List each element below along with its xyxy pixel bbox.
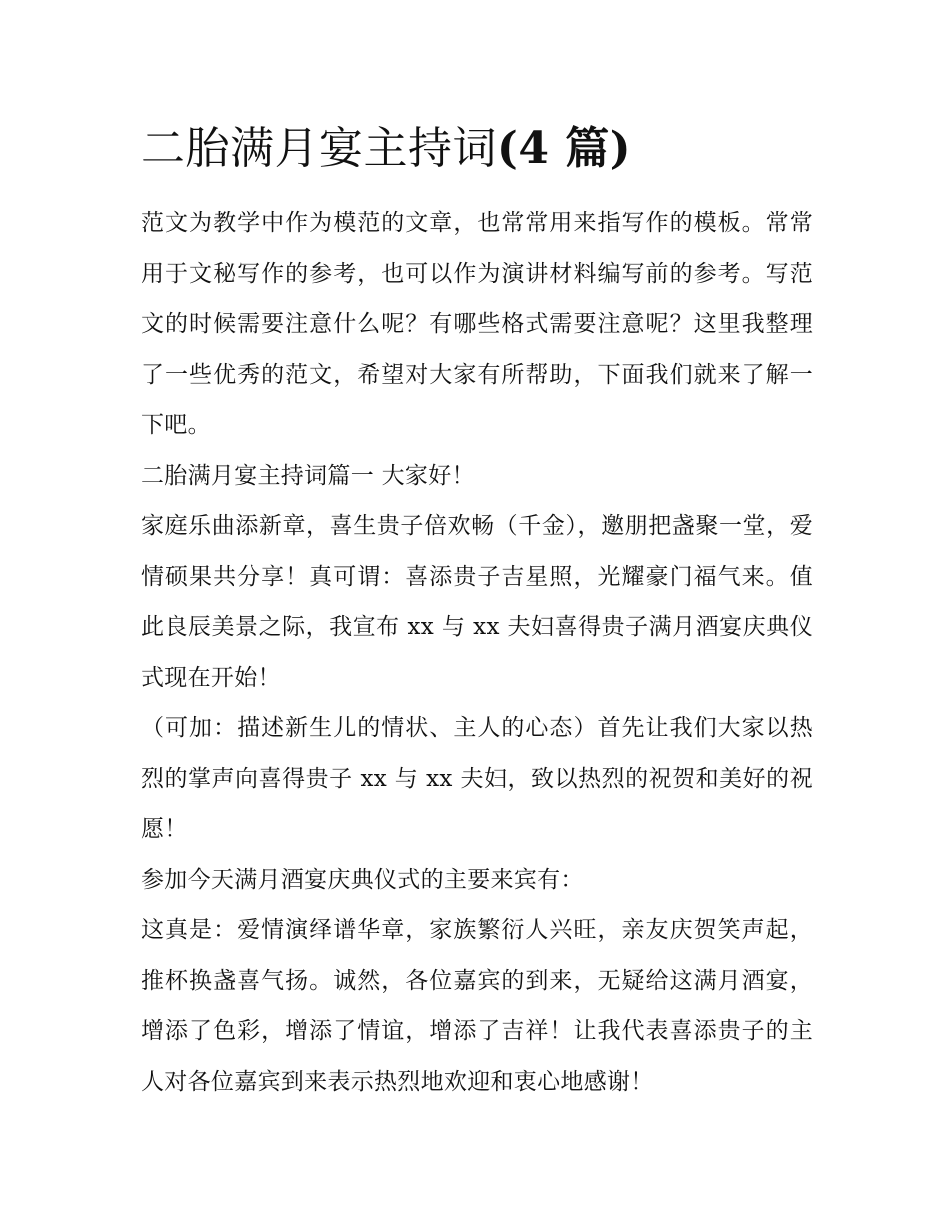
intro-paragraph: 范文为教学中作为模范的文章，也常常用来指写作的模板。常常用于文秘写作的参考，也可以作为演讲材料编写前的参考。写范文的时候需要注意什么呢？有哪些格式需要注意呢？这里我整理了一些优秀的范文，希望对大家有所帮助，下面我们就来了解一下吧。 [141, 210, 813, 438]
section-heading-paragraph: 二胎满月宴主持词篇一 大家好！ [141, 462, 475, 489]
welcome-paragraph: 这真是：爱情演绎谱华章，家族繁衍人兴旺，亲友庆贺笑声起，推杯换盏喜气扬。诚然，各位嘉宾的到来，无疑给这满月酒宴，增添了色彩，增添了情谊，增添了吉祥！让我代表喜添贵子的主人对各位嘉宾到来表示热烈地欢迎和衷心地感谢！ [141, 917, 813, 1095]
document-title-suffix: (4 篇) [497, 123, 632, 174]
document-title-text: 二胎满月宴主持词 [141, 123, 497, 174]
opening-paragraph: 家庭乐曲添新章，喜生贵子倍欢畅（千金），邀朋把盏聚一堂，爱情硕果共分享！真可谓：喜添贵子吉星照，光耀豪门福气来。值此良辰美景之际，我宣布 xx 与 xx 夫妇喜得贵子满月酒宴庆典仪式现在开始！ [141, 513, 813, 691]
document-body [141, 118, 813, 1107]
document-title [141, 118, 813, 180]
blessing-paragraph: （可加：描述新生儿的情状、主人的心态）首先让我们大家以热烈的掌声向喜得贵子 xx 与 xx 夫妇，致以热烈的祝贺和美好的祝愿！ [141, 715, 813, 842]
guests-paragraph: 参加今天满月酒宴庆典仪式的主要来宾有： [141, 866, 584, 893]
